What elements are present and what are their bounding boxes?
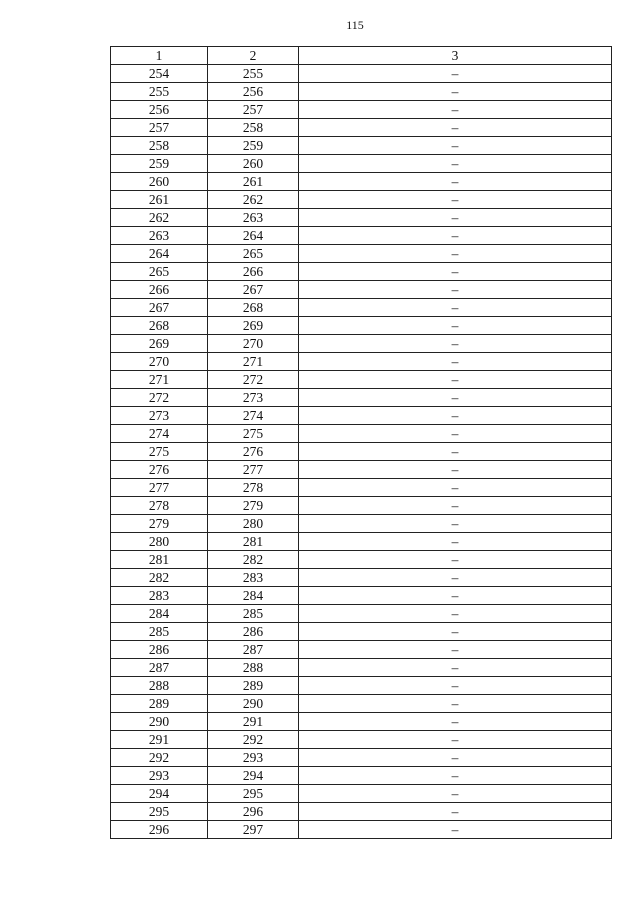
table-cell-col-3: – bbox=[299, 209, 612, 227]
table-cell-col-2: 292 bbox=[208, 731, 299, 749]
table-cell-col-2: 281 bbox=[208, 533, 299, 551]
table-cell-col-1: 274 bbox=[111, 425, 208, 443]
table-cell-col-3: – bbox=[299, 713, 612, 731]
table-row bbox=[111, 515, 612, 533]
table-cell-col-1: 285 bbox=[111, 623, 208, 641]
table-cell-col-1: 278 bbox=[111, 497, 208, 515]
table-row bbox=[111, 785, 612, 803]
table-row bbox=[111, 443, 612, 461]
table-row bbox=[111, 137, 612, 155]
table-header-row bbox=[111, 47, 612, 65]
table-cell-col-3: – bbox=[299, 281, 612, 299]
table-row bbox=[111, 209, 612, 227]
table-cell-col-3: – bbox=[299, 803, 612, 821]
table-body bbox=[111, 65, 612, 839]
table-cell-col-3: – bbox=[299, 569, 612, 587]
table-cell-col-2: 289 bbox=[208, 677, 299, 695]
table-row bbox=[111, 191, 612, 209]
table-cell-col-2: 290 bbox=[208, 695, 299, 713]
table-cell-col-1: 260 bbox=[111, 173, 208, 191]
table-row bbox=[111, 479, 612, 497]
table-cell-col-2: 287 bbox=[208, 641, 299, 659]
column-header-3: 3 bbox=[299, 47, 612, 65]
table-row bbox=[111, 389, 612, 407]
table-row bbox=[111, 767, 612, 785]
table-cell-col-3: – bbox=[299, 227, 612, 245]
table-cell-col-1: 283 bbox=[111, 587, 208, 605]
table-cell-col-2: 291 bbox=[208, 713, 299, 731]
table-cell-col-3: – bbox=[299, 677, 612, 695]
table-row bbox=[111, 173, 612, 191]
table-row bbox=[111, 371, 612, 389]
table-cell-col-1: 262 bbox=[111, 209, 208, 227]
table-cell-col-3: – bbox=[299, 173, 612, 191]
table-cell-col-2: 255 bbox=[208, 65, 299, 83]
table-cell-col-3: – bbox=[299, 371, 612, 389]
table-cell-col-1: 292 bbox=[111, 749, 208, 767]
table-cell-col-1: 276 bbox=[111, 461, 208, 479]
table-cell-col-3: – bbox=[299, 65, 612, 83]
table-row bbox=[111, 245, 612, 263]
table-cell-col-2: 293 bbox=[208, 749, 299, 767]
table-cell-col-1: 293 bbox=[111, 767, 208, 785]
table-cell-col-3: – bbox=[299, 731, 612, 749]
table-cell-col-1: 273 bbox=[111, 407, 208, 425]
table-cell-col-1: 261 bbox=[111, 191, 208, 209]
table-cell-col-2: 279 bbox=[208, 497, 299, 515]
table-cell-col-3: – bbox=[299, 785, 612, 803]
table-cell-col-2: 263 bbox=[208, 209, 299, 227]
table-cell-col-1: 280 bbox=[111, 533, 208, 551]
table-cell-col-1: 259 bbox=[111, 155, 208, 173]
table-row bbox=[111, 65, 612, 83]
table-cell-col-1: 255 bbox=[111, 83, 208, 101]
table-cell-col-1: 289 bbox=[111, 695, 208, 713]
table-cell-col-1: 294 bbox=[111, 785, 208, 803]
table-cell-col-3: – bbox=[299, 623, 612, 641]
table-cell-col-1: 267 bbox=[111, 299, 208, 317]
table-cell-col-3: – bbox=[299, 263, 612, 281]
table-cell-col-2: 267 bbox=[208, 281, 299, 299]
table-cell-col-1: 295 bbox=[111, 803, 208, 821]
table-cell-col-1: 279 bbox=[111, 515, 208, 533]
table-cell-col-1: 266 bbox=[111, 281, 208, 299]
table-cell-col-3: – bbox=[299, 83, 612, 101]
table-cell-col-3: – bbox=[299, 587, 612, 605]
table-row bbox=[111, 821, 612, 839]
table-row bbox=[111, 407, 612, 425]
table-cell-col-2: 276 bbox=[208, 443, 299, 461]
table-cell-col-2: 265 bbox=[208, 245, 299, 263]
table-row bbox=[111, 227, 612, 245]
table-cell-col-2: 294 bbox=[208, 767, 299, 785]
table-row bbox=[111, 119, 612, 137]
table-cell-col-3: – bbox=[299, 119, 612, 137]
table-cell-col-3: – bbox=[299, 749, 612, 767]
table-row bbox=[111, 317, 612, 335]
table-cell-col-3: – bbox=[299, 641, 612, 659]
table-cell-col-1: 287 bbox=[111, 659, 208, 677]
table-cell-col-1: 277 bbox=[111, 479, 208, 497]
table-cell-col-3: – bbox=[299, 353, 612, 371]
data-table bbox=[110, 46, 612, 839]
table-cell-col-1: 296 bbox=[111, 821, 208, 839]
table-cell-col-2: 271 bbox=[208, 353, 299, 371]
table-cell-col-2: 280 bbox=[208, 515, 299, 533]
table-row bbox=[111, 497, 612, 515]
table-cell-col-1: 275 bbox=[111, 443, 208, 461]
table-cell-col-3: – bbox=[299, 407, 612, 425]
table-cell-col-1: 286 bbox=[111, 641, 208, 659]
table-cell-col-2: 266 bbox=[208, 263, 299, 281]
table-cell-col-3: – bbox=[299, 245, 612, 263]
table-cell-col-1: 269 bbox=[111, 335, 208, 353]
table-cell-col-1: 288 bbox=[111, 677, 208, 695]
table-cell-col-2: 257 bbox=[208, 101, 299, 119]
table-cell-col-3: – bbox=[299, 515, 612, 533]
table-cell-col-3: – bbox=[299, 389, 612, 407]
table-cell-col-2: 264 bbox=[208, 227, 299, 245]
table-row bbox=[111, 677, 612, 695]
table-cell-col-3: – bbox=[299, 317, 612, 335]
table-cell-col-1: 281 bbox=[111, 551, 208, 569]
table-row bbox=[111, 155, 612, 173]
table-row bbox=[111, 299, 612, 317]
table-row bbox=[111, 263, 612, 281]
table-cell-col-1: 268 bbox=[111, 317, 208, 335]
table-cell-col-2: 295 bbox=[208, 785, 299, 803]
table-cell-col-2: 272 bbox=[208, 371, 299, 389]
table-row bbox=[111, 335, 612, 353]
table-cell-col-2: 284 bbox=[208, 587, 299, 605]
table-cell-col-2: 277 bbox=[208, 461, 299, 479]
table-row bbox=[111, 641, 612, 659]
table-cell-col-2: 296 bbox=[208, 803, 299, 821]
page-number: 115 bbox=[346, 18, 364, 32]
table-cell-col-1: 258 bbox=[111, 137, 208, 155]
table-row bbox=[111, 461, 612, 479]
column-header-1: 1 bbox=[111, 47, 208, 65]
table-cell-col-2: 285 bbox=[208, 605, 299, 623]
table-cell-col-2: 260 bbox=[208, 155, 299, 173]
table-row bbox=[111, 425, 612, 443]
table-row bbox=[111, 605, 612, 623]
table-cell-col-2: 269 bbox=[208, 317, 299, 335]
table-row bbox=[111, 83, 612, 101]
table-cell-col-2: 259 bbox=[208, 137, 299, 155]
table-row bbox=[111, 587, 612, 605]
table-cell-col-1: 282 bbox=[111, 569, 208, 587]
table-cell-col-3: – bbox=[299, 155, 612, 173]
table-cell-col-3: – bbox=[299, 425, 612, 443]
table-cell-col-2: 288 bbox=[208, 659, 299, 677]
table-row bbox=[111, 281, 612, 299]
table-cell-col-1: 272 bbox=[111, 389, 208, 407]
table-cell-col-3: – bbox=[299, 335, 612, 353]
table-cell-col-2: 273 bbox=[208, 389, 299, 407]
table-cell-col-2: 283 bbox=[208, 569, 299, 587]
table-row bbox=[111, 533, 612, 551]
table-cell-col-3: – bbox=[299, 767, 612, 785]
table-cell-col-3: – bbox=[299, 605, 612, 623]
table-cell-col-2: 278 bbox=[208, 479, 299, 497]
table-cell-col-1: 290 bbox=[111, 713, 208, 731]
table-row bbox=[111, 713, 612, 731]
table-cell-col-2: 268 bbox=[208, 299, 299, 317]
table-cell-col-1: 257 bbox=[111, 119, 208, 137]
table-cell-col-1: 256 bbox=[111, 101, 208, 119]
table-cell-col-1: 254 bbox=[111, 65, 208, 83]
table-cell-col-2: 258 bbox=[208, 119, 299, 137]
table-row bbox=[111, 569, 612, 587]
table-cell-col-2: 274 bbox=[208, 407, 299, 425]
table-cell-col-1: 263 bbox=[111, 227, 208, 245]
table-row bbox=[111, 695, 612, 713]
table-cell-col-3: – bbox=[299, 137, 612, 155]
table-cell-col-3: – bbox=[299, 101, 612, 119]
table-row bbox=[111, 353, 612, 371]
table-cell-col-3: – bbox=[299, 461, 612, 479]
table-cell-col-2: 282 bbox=[208, 551, 299, 569]
table-row bbox=[111, 551, 612, 569]
table-cell-col-3: – bbox=[299, 821, 612, 839]
table-cell-col-3: – bbox=[299, 191, 612, 209]
table-cell-col-2: 275 bbox=[208, 425, 299, 443]
table-cell-col-3: – bbox=[299, 551, 612, 569]
table-cell-col-2: 256 bbox=[208, 83, 299, 101]
table-cell-col-2: 270 bbox=[208, 335, 299, 353]
table-cell-col-1: 265 bbox=[111, 263, 208, 281]
table-cell-col-3: – bbox=[299, 299, 612, 317]
table-cell-col-1: 264 bbox=[111, 245, 208, 263]
table-row bbox=[111, 101, 612, 119]
table-cell-col-2: 261 bbox=[208, 173, 299, 191]
table-cell-col-1: 284 bbox=[111, 605, 208, 623]
table-cell-col-1: 291 bbox=[111, 731, 208, 749]
table-cell-col-1: 270 bbox=[111, 353, 208, 371]
column-header-2: 2 bbox=[208, 47, 299, 65]
table-cell-col-2: 262 bbox=[208, 191, 299, 209]
table-row bbox=[111, 623, 612, 641]
table-cell-col-2: 286 bbox=[208, 623, 299, 641]
table-cell-col-3: – bbox=[299, 695, 612, 713]
table-cell-col-3: – bbox=[299, 443, 612, 461]
table-cell-col-3: – bbox=[299, 497, 612, 515]
table-cell-col-3: – bbox=[299, 659, 612, 677]
table-cell-col-1: 271 bbox=[111, 371, 208, 389]
table-row bbox=[111, 659, 612, 677]
table-row bbox=[111, 803, 612, 821]
table-row bbox=[111, 749, 612, 767]
table-cell-col-2: 297 bbox=[208, 821, 299, 839]
table-row bbox=[111, 731, 612, 749]
table-cell-col-3: – bbox=[299, 479, 612, 497]
table-cell-col-3: – bbox=[299, 533, 612, 551]
